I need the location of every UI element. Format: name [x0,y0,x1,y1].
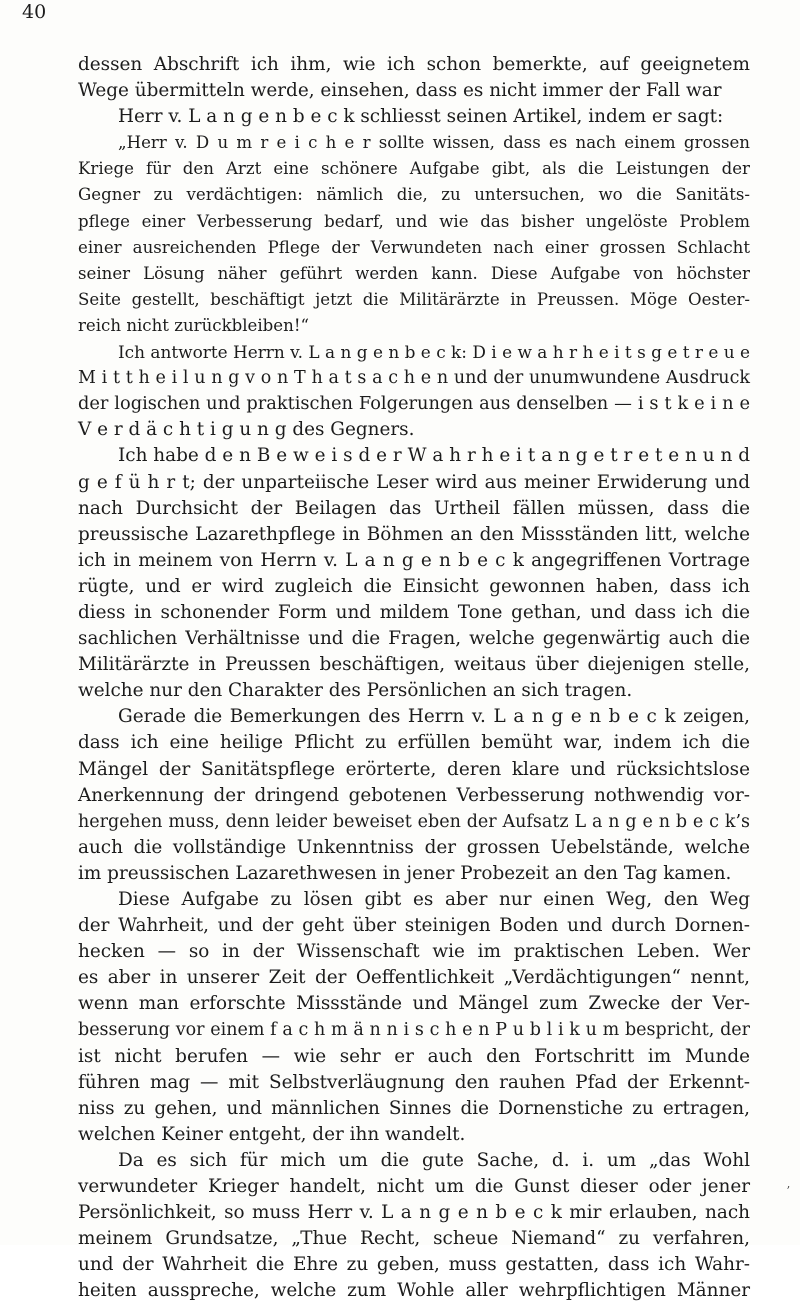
text-line: g e f ü h r t; der unparteiische Leser wird aus meiner Erwiderung und [78,471,750,493]
text-line: diess in schonender Form und mildem Tone gethan, und dass ich die [78,601,750,623]
text-line: Ich antworte Herrn v. L a n g e n b e c k: D i e w a h r h e i t s g e t r e u e [118,342,750,363]
paragraph [78,52,750,104]
text-line: M i t t h e i l u n g v o n T h a t s a c h e n und der unumwundene Ausdruck [78,368,750,389]
text-line: verwundeter Krieger handelt, nicht um die Gunst dieser oder jener [78,1176,750,1198]
text-line: Seite gestellt, beschäftigt jetzt die Militärärzte in Preussen. Möge Oester- [78,289,750,309]
text-line: welchen Keiner entgeht, der ihn wandelt. [78,1123,466,1145]
text-line: besserung vor einem f a c h m ä n n i s c h e n P u b l i k u m bespricht, der [78,1020,750,1041]
margin-mark: ʼ [786,1184,790,1198]
text-line: reich nicht zurückbleiben!“ [78,315,309,335]
text-line: heiten ausspreche, welche zum Wohle aller wehrpflichtigen Männer [78,1280,750,1302]
paragraph [78,887,750,1148]
text-line: welche nur den Charakter des Persönlichen an sich tragen. [78,680,633,702]
text-line: es aber in unserer Zeit der Oeffentlichkeit „Verdächtigungen“ nennt, [78,967,750,989]
page-number: 40 [22,1,47,23]
quote-paragraph [78,130,750,339]
text-line: hecken — so in der Wissenschaft wie im praktischen Leben. Wer [78,941,750,963]
text-line: und der Wahrheit die Ehre zu geben, muss gestatten, dass ich Wahr- [78,1254,750,1276]
text-line: Militärärzte in Preussen beschäftigen, weitaus über diejenigen stelle, [78,654,750,676]
paragraph [78,443,750,704]
text-line: seiner Lösung näher geführt werden kann. Diese Aufgabe von höchster [78,263,750,283]
text-line: preussische Lazarethpflege in Böhmen an den Missständen litt, welche [78,523,750,545]
text-line: dass ich eine heilige Pflicht zu erfüllen bemüht war, indem ich die [78,732,750,754]
text-line: pflege einer Verbesserung bedarf, und wie das bisher ungelöste Problem [78,211,750,231]
text-line: ist nicht berufen — wie sehr er auch den Fortschritt im Munde [78,1045,750,1067]
text-line: V e r d ä c h t i g u n g des Gegners. [78,419,415,441]
text-line: nach Durchsicht der Beilagen das Urtheil fällen müssen, dass die [78,497,750,519]
paragraph [78,104,750,130]
text-line: hergehen muss, denn leider beweiset eben der Aufsatz L a n g e n b e c k’s [78,811,750,832]
text-line: Gerade die Bemerkungen des Herrn v. L a n g e n b e c k zeigen, [118,706,750,728]
text-line: dessen Abschrift ich ihm, wie ich schon bemerkte, auf geeignetem [78,54,750,75]
text-line: wenn man erforschte Missstände und Mängel zum Zwecke der Ver- [78,993,750,1015]
text-line: der logischen und praktischen Folgerungen aus denselben — i s t k e i n e [78,393,750,415]
text-line: rügte, und er wird zugleich die Einsicht gewonnen haben, dass ich [78,575,750,597]
text-line: der Wahrheit, und der geht über steinigen Boden und durch Dornen- [78,915,750,937]
paragraph [78,339,750,443]
text-line: Ich habe d e n B e w e i s d e r W a h r h e i t a n g e t r e t e n u n d [118,445,750,467]
text-line: sachlichen Verhältnisse und die Fragen, welche gegenwärtig auch die [78,628,750,650]
text-line: Kriege für den Arzt eine schönere Aufgabe gibt, als die Leistungen der [78,159,750,179]
text-line: Anerkennung der dringend gebotenen Verbesserung nothwendig vor- [78,784,750,806]
text-line: einer ausreichenden Pflege der Verwundeten nach einer grossen Schlacht [78,237,750,257]
text-line: Mängel der Sanitätspflege erörterte, deren klare und rücksichtslose [78,758,750,780]
text-line: führen mag — mit Selbstverläugnung den rauhen Pfad der Erkennt- [78,1071,750,1093]
paragraph [78,704,750,887]
text-line: im preussischen Lazarethwesen in jener Probezeit an den Tag kamen. [78,862,732,884]
text-line: Diese Aufgabe zu lösen gibt es aber nur einen Weg, den Weg [118,889,750,910]
text-line: auch die vollständige Unkenntniss der grossen Uebelstände, welche [78,836,750,858]
text-line: niss zu gehen, und männlichen Sinnes die Dornenstiche zu ertragen, [78,1097,750,1119]
text-line: meinem Grundsatze, „Thue Recht, scheue Niemand“ zu verfahren, [78,1228,750,1250]
paragraph [78,1148,750,1305]
text-line: Herr v. L a n g e n b e c k schliesst seinen Artikel, indem er sagt: [118,106,724,128]
text-line: ich in meinem von Herrn v. L a n g e n b e c k angegriffenen Vortrage [78,549,750,571]
text-line: Gegner zu verdächtigen: nämlich die, zu untersuchen, wo die Sanitäts- [78,185,750,205]
text-line: „Herr v. D u m r e i c h e r sollte wissen, dass es nach einem grossen [118,133,750,153]
text-line: Da es sich für mich um die gute Sache, d. i. um „das Wohl [118,1149,750,1171]
text-line: Wege übermitteln werde, einsehen, dass es nicht immer der Fall war [78,80,722,102]
text-line: Persönlichkeit, so muss Herr v. L a n g e n b e c k mir erlauben, nach [78,1202,750,1224]
body-text [78,52,750,1305]
